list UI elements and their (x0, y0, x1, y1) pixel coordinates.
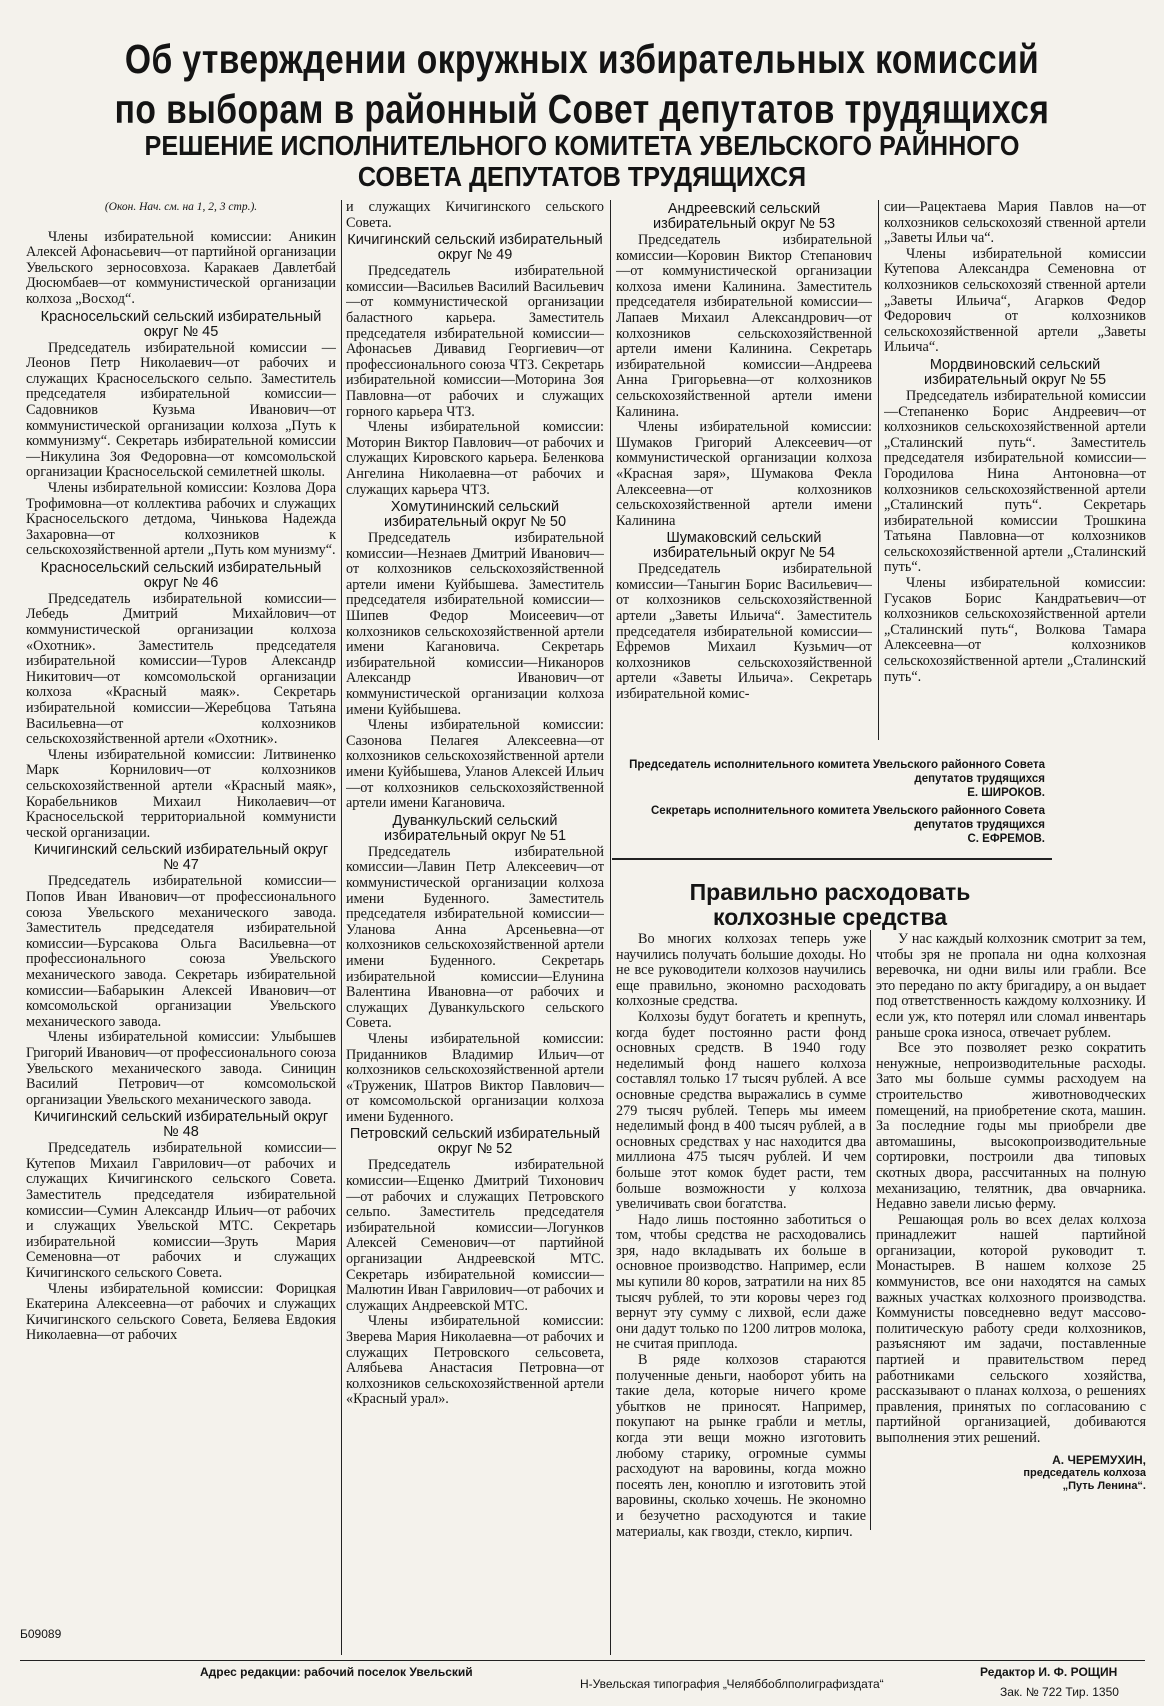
paragraph: Председатель избирательной комиссии—Попов Иван Иванович—от профессионального союза Увельского механического завода. Заместитель председателя избирательной комиссии—Бурсакова Ольга Васильевна—от профессионального союза Увельского механического завода. Секретарь избирательной комиссии—Бабарыкин Алексей Иванович—от комсомольской организации Увельского механического завода. (26, 873, 336, 1030)
paragraph: Члены избирательной комиссии: Козлова Дора Трофимовна—от коллектива рабочих и служащих Красносельского детдома, Чинькова Надежда Захаровна—от колхозников к сельскохозяйственной артели „Путь ком мунизму“. (26, 479, 336, 559)
article-title-line-1: Правильно расходовать (689, 879, 971, 905)
paragraph: Члены избирательной комиссии: Улыбышев Григорий Иванович—от профессионального союза Увельского механического завода. Синицин Василий Петрович—от комсомольской организации Увельского механического завода. (26, 1029, 336, 1108)
continuation-note: (Окон. Нач. см. на 1, 2, 3 стр.). (104, 201, 258, 213)
paragraph: Члены избирательной комиссии Кутепова Александра Семеновна от колхозников сельскохозяй ственной артели „Заветы Ильича“, Агарков Федор Федорович от колхозников сельскохозяйственной артели „Заветы Ильича“. (884, 245, 1146, 356)
signature-chair-line-1: Председатель исполнительного комитета Увельского районного Совета (629, 759, 1045, 771)
district-heading-55: Мордвиновский сельский избирательный округ № 55 (923, 356, 1107, 388)
district-heading-46: Красносельский сельский избирательный округ № 46 (40, 559, 322, 591)
article-divider (612, 858, 1052, 860)
article-author: А. ЧЕРЕМУХИН, (1052, 1452, 1146, 1467)
paragraph: Члены избирательной комиссии: Зверева Мария Николаевна—от рабочих и служащих Петровского сельсовета, Алябьева Анастасия Петровна—от колхозников сельскохозяйственной артели «Красный урал». (346, 1313, 604, 1408)
signature-chair-name: Е. ШИРОКОВ. (967, 787, 1045, 799)
paragraph: Члены избирательной комиссии: Моторин Виктор Павлович—от рабочих и служащих Кировского карьера. Беленкова Ангелина Николаевна—от рабочих и служащих карьера ЧТЗ. (346, 419, 604, 498)
paragraph: Решающая роль во всех делах колхоза принадлежит нашей партийной организации, которой руководит т. Монастырев. В нашем колхозе 25 коммунистов, все они находятся на самых важных участках колхозного производства. Коммунисты повседневно ведут массово-политическую работу среди колхозников, разъясняют им задачи, поставленные партией и правительством перед работниками сельского хозяйства, рассказывают о планах колхоза, о решениях правления, принятых по согласованию с партийной организацией, добиваются выполнения этих решений. (876, 1211, 1146, 1446)
paragraph: Во многих колхозах теперь уже научились получать большие доходы. Но не все руководители колхозов научились еще правильно, экономно расходовать колхозные средства. (616, 932, 866, 1010)
article-column-1 (616, 932, 866, 1652)
paragraph: Председатель избирательной комиссии—Степаненко Борис Андреевич—от колхозников сельскохозяйственной артели „Сталинский путь“. Заместитель председателя избирательной комиссии—Городилова Нина Антоновна—от колхозников сельскохозяйственной артели „Сталинский путь“. Секретарь избирательной комиссии Трошкина Татьяна Павловна—от колхозников сельскохозяйственной артели „Сталинский путь“. (884, 387, 1146, 576)
article-title (615, 880, 1045, 930)
footer-editor: Редактор И. Ф. РОЩИН (980, 1665, 1118, 1679)
article-column-2 (876, 932, 1146, 1652)
footer-address-value: рабочий поселок Увельский (303, 1665, 473, 1679)
district-heading-52: Петровский сельский избирательный округ № 52 (349, 1126, 601, 1158)
article-author-role-2: „Путь Ленина“. (1062, 1479, 1146, 1492)
paragraph: Члены избирательной комиссии: Приданников Владимир Ильич—от колхозников сельскохозяйственной артели «Труженик, Шатров Виктор Павлович—от комсомольской организации колхоза имени Буденного. (346, 1030, 604, 1125)
district-heading-45: Красносельский сельский избирательный округ № 45 (40, 308, 322, 340)
district-heading-48: Кичигинский сельский избирательный округ № 48 (33, 1109, 329, 1141)
sub-headline (58, 130, 1106, 192)
paragraph: В ряде колхозов стараются полученные деньги, наоборот убить на такие дела, которые ничего кроме убытков не приносят. Например, покупают на рынке грабли и метлы, когда эти вещи можно изготовить любому старику, огромные суммы расходуют на варовины, когда можно посеять лен, коноплю и изготовить этой варовины, сколько хочешь. Не экономно и безучетно расходуются и такие материалы, как гвозди, стекло, кирпич. (616, 1352, 866, 1540)
paragraph: Председатель избирательной комиссии—Коровин Виктор Степанович—от коммунистической организации колхоза имени Калинина. Заместитель председателя избирательной комиссии—Лапаев Михаил Александрович—от колхозников сельскохозяйственной артели имени Калинина. Секретарь избирательной комиссии—Андреева Анна Григорьевна—от колхозников сельскохозяйственной артели имени Калинина. (616, 232, 872, 420)
signature-chair-line-2: депутатов трудящихся (914, 773, 1045, 785)
column-1 (26, 200, 336, 1655)
paragraph: Все это позволяет резко сократить ненужные, непроизводительные расходы. Зато мы больше суммы расходуем на строительство животноводческих помещений, на приобретение скота, машин. За последние годы мы приобрели две автомашины, высокопроизводительные сортировки, построили два типовых скотных двора, рассчитанных на полную механизацию, телятник, два овчарника. Недавно завели лисью ферму. (876, 1040, 1146, 1213)
signature-sec-line-2: депутатов трудящихся (914, 819, 1045, 831)
footer-address (200, 1664, 473, 1680)
footer-printer: Н-Увельская типография „Челяббоблполиграфиздата“ (580, 1677, 884, 1691)
footer-rule (20, 1660, 1145, 1661)
district-heading-47: Кичигинский сельский избирательный округ № 47 (33, 842, 329, 874)
signature-chair (615, 758, 1045, 800)
paragraph: и служащих Кичигинского сельского Совета. (346, 200, 604, 231)
district-heading-54: Шумаковский сельский избирательный округ № 54 (652, 530, 836, 562)
column-4 (884, 200, 1146, 740)
paragraph: Председатель избирательной комиссии—Васильев Василий Васильевич—от коммунистической организации баластного карьера. Заместитель председателя избирательной комиссии—Афонасьев Дивавид Георгиевич—от профессионального союза ЧТЗ. Секретарь избирательной комиссии—Моторина Зоя Павловна—от рабочих и служащих горного карьера ЧТЗ. (346, 263, 604, 420)
paragraph: Колхозы будут богатеть и крепнуть, когда будет постоянно расти фонд основных средств. В 1940 году неделимый фонд нашего колхоза составлял только 17 тысяч рублей. А все основные средства выражались в сумме 279 тысяч рублей. Теперь мы имеем неделимый фонд в 400 тысяч рублей, а в основных средствах у нас находится два миллиона 475 тысяч рублей. И чем больше этот комок будет расти, тем больше возможности у колхоза увеличивать свои богатства. (616, 1008, 866, 1213)
subheadline-line-1: РЕШЕНИЕ ИСПОЛНИТЕЛЬНОГО КОМИТЕТА УВЕЛЬСКОГО РАЙННОГО (144, 130, 1020, 161)
article-author-role-1: председатель колхоза (1023, 1466, 1146, 1479)
paragraph: Председатель избирательной комиссии—Лебедь Дмитрий Михайлович—от коммунистической организации колхоза «Охотник». Заместитель председателя избирательной комиссии—Туров Александр Никитович—от комсомольской организации колхоза «Красный маяк». Секретарь избирательной комиссии—Жеребцова Татьяна Васильевна—от колхозников сельскохозяйственной артели «Охотник». (26, 590, 336, 748)
paragraph: Члены избирательной комиссии: Форицкая Екатерина Алексеевна—от рабочих и служащих Кичигинского сельского Совета, Беляева Евдокия Николаевна—от рабочих (26, 1280, 336, 1344)
paragraph: Члены избирательной комиссии: Литвиненко Марк Корнилович—от колхозников сельскохозяйственной артели «Красный маяк», Корабельников Михаил Николаевич—от Красносельской территориальной коммунисти ческой организации. (26, 746, 336, 841)
article-column-rule (870, 930, 871, 1530)
district-heading-50: Хомутининский сельский избирательный округ № 50 (383, 499, 567, 531)
paragraph: Члены избирательной комиссии: Шумаков Григорий Алексеевич—от коммунистической организации колхоза «Красная заря», Шумакова Фекла Алексеевна—от колхозников сельскохозяйственной артели имени Калинина (616, 419, 872, 529)
column-3 (616, 200, 872, 740)
district-heading-53: Андреевский сельский избирательный округ № 53 (652, 201, 836, 232)
paragraph: Председатель избирательной комиссии—Лавин Петр Алексеевич—от коммунистической организации колхоза имени Буденного. Заместитель председателя избирательной комиссии—Уланова Анна Арсеньевна—от колхозников сельскохозяйственной артели имени Буденного. Секретарь избирательной комиссии—Елунина Валентина Ивановна—от рабочих и служащих Дуванкульского сельского Совета. (346, 843, 604, 1032)
column-rule-1 (341, 200, 342, 1655)
paragraph: Председатель избирательной комиссии—Ещенко Дмитрий Тихонович—от рабочих и служащих Петровского сельпо. Заместитель председателя избирательной комиссии—Логунков Алексей Семенович—от партийной организации Андреевской МТС. Секретарь избирательной комиссии—Малютин Иван Гаврилович—от рабочих и служащих Андреевской МТС. (346, 1157, 604, 1314)
footer-code: Б09089 (20, 1627, 62, 1641)
footer-address-label: Адрес редакции: (200, 1665, 301, 1679)
paragraph: Председатель избирательной комиссии—Кутепов Михаил Гаврилович—от рабочих и служащих Кичигинского сельского Совета. Заместитель председателя избирательной комиссии—Сумин Александр Ильич—от рабочих и служащих Увельской МТС. Секретарь избирательной комиссии—Зруть Мария Семеновна—от рабочих и служащих Кичигинского сельского Совета. (26, 1140, 336, 1282)
signature-secretary (615, 804, 1045, 846)
paragraph: сии—Рацектаева Мария Павлов на—от колхозников сельскохозяй ственной артели „Заветы Ильи ча“. (884, 200, 1146, 247)
article-title-line-2: колхозные средства (712, 904, 948, 930)
subheadline-line-2: СОВЕТА ДЕПУТАТОВ ТРУДЯЩИХСЯ (357, 161, 807, 192)
district-heading-51: Дуванкульский сельский избирательный округ № 51 (383, 812, 567, 844)
footer-order: Зак. № 722 Тир. 1350 (1000, 1685, 1119, 1699)
column-rule-2 (610, 200, 611, 1655)
column-2 (346, 200, 604, 1655)
column-rule-3 (878, 200, 879, 740)
district-heading-49: Кичигинский сельский избирательный округ № 49 (347, 232, 603, 264)
paragraph: Председатель избирательной комиссии—Незнаев Дмитрий Иванович—от колхозников сельскохозяйственной артели имени Куйбышева. Заместитель председателя избирательной комиссии—Шипев Федор Моисеевич—от колхозников сельскохозяйственной артели имени Кагановича. Секретарь избирательной комиссии—Никаноров Александр Иванович—от коммунистической организации колхоза имени Куйбышева. (346, 530, 604, 718)
main-headline (105, 34, 1059, 134)
left-margin-fragments (2, 650, 20, 770)
headline-line-1: Об утверждении окружных избирательных комиссий (124, 36, 1040, 82)
signature-sec-name: С. ЕФРЕМОВ. (967, 833, 1045, 845)
paragraph: Председатель избирательной комиссии — Леонов Петр Николаевич—от рабочих и служащих Красносельского сельпо. Заместитель председателя избирательной комиссии—Садовников Кузьма Иванович—от коммунистической организации колхоза „Путь к коммунизму“. Секретарь избирательной комиссии—Никулина Зоя Федоровна—от комсомольской организации Красносельской семилетней школы. (26, 339, 336, 481)
paragraph: Члены избирательной комиссии: Аникин Алексей Афонасьевич—от партийной организации Увельского зерносовхоза. Каракаев Давлетбай Дюсюмбаев—от коммунистической организации колхоза „Восход“. (26, 228, 336, 307)
paragraph: Надо лишь постоянно заботиться о том, чтобы средства не расходовались зря, надо вкладывать их больше в основное производство. Например, если мы купили 80 коров, затратили на них 85 тысяч рублей, то эти коровы через год вернут эту сумму с лихвой, если даже они дадут только по 1200 литров молока, не считая приплода. (616, 1211, 866, 1353)
paragraph: Председатель избирательной комиссии—Таныгин Борис Васильевич—от колхозников сельскохозяйственной артели „Заветы Ильича“. Заместитель председателя избирательной комиссии—Ефремов Михаил Кузьмич—от колхозников сельскохозяйственной артели «Заветы Ильича». Секретарь избирательной комис- (616, 561, 872, 703)
paragraph: Члены избирательной комиссии: Гусаков Борис Кандратьевич—от колхозников сельскохозяйственной артели „Сталинский путь“, Волкова Тамара Алексеевна—от колхозников сельскохозяйственной артели „Сталинский путь“. (884, 575, 1146, 685)
paragraph: Члены избирательной комиссии: Сазонова Пелагея Алексеевна—от колхозников сельскохозяйственной артели имени Куйбышева, Уланов Алексей Ильич—от колхозников сельскохозяйственной артели имени Кагановича. (346, 717, 604, 812)
signature-sec-line-1: Секретарь исполнительного комитета Увельского районного Совета (651, 805, 1045, 817)
paragraph: У нас каждый колхозник смотрит за тем, чтобы зря не пропала ни одна колхозная веревочка, ни одни вилы или грабли. Все это передано по акту бригадиру, а он выдает под ответственность каждому колхознику. И если уж, кто потерял или сломал инвентарь раньше срока износа, отвечает рублем. (876, 932, 1146, 1041)
headline-line-2: по выборам в районный Совет депутатов трудящихся (114, 86, 1050, 132)
